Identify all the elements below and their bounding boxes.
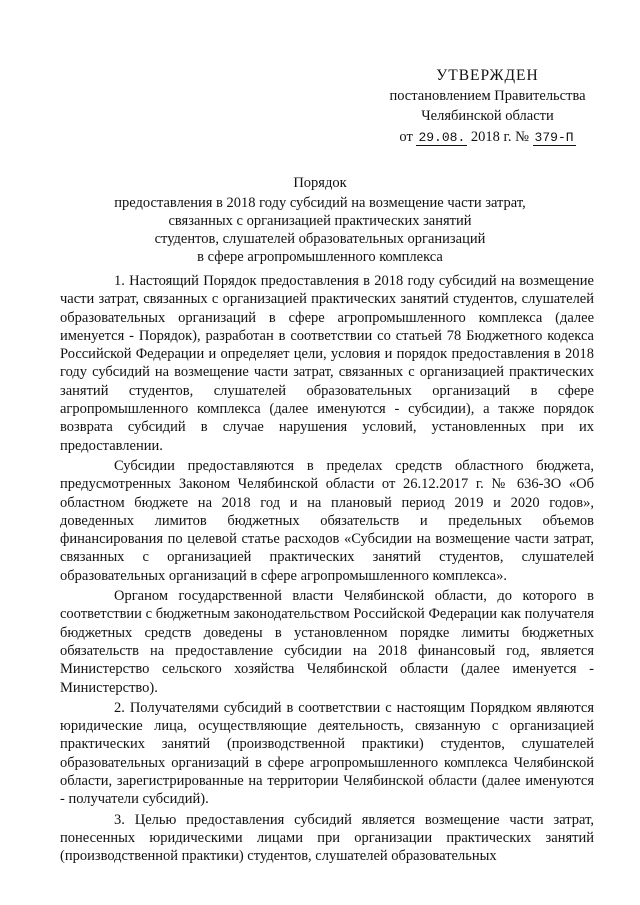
paragraph: 2. Получателями субсидий в соответствии с настоящим Порядком являются юридические лица, осуществляющие деятельность, связанную с организацией практических занятий (производственной практики) студентов, слушателей образовательных организаций в сфере агропромышленного комплекса Челябинской области, зарегистрированные на территории Челябинской области (далее именуются - получатели субсидий).: [60, 699, 594, 808]
title-line: связанных с организацией практических занятий: [168, 213, 472, 229]
document-title: [100, 174, 540, 266]
title-line: в сфере агропромышленного комплекса: [197, 249, 443, 265]
title-line: предоставления в 2018 году субсидий на возмещение части затрат,: [114, 195, 526, 211]
document-body: [60, 272, 594, 866]
paragraph: Органом государственной власти Челябинской области, до которого в соответствии с бюджетным законодательством Российской Федерации как получателя бюджетных средств доведены в установленном порядке лимиты бюджетных обязательств на предоставление субсидии на 2018 финансовый год, является Министерство сельского хозяйства Челябинской области (далее именуется - Министерство).: [60, 588, 594, 696]
paragraph: Субсидии предоставляются в пределах средств областного бюджета, предусмотренных Законом Челябинской области от 26.12.2017 г. № 636-ЗО «Об областном бюджете на 2018 год и на плановый период 2019 и 2020 годов», доведенных лимитов бюджетных обязательств и предельных объемов финансирования по целевой статье расходов «Субсидии на возмещение части затрат, связанных с организацией практических занятий студентов, слушателей образовательных организаций в сфере агропромышленного комплекса».: [60, 457, 594, 584]
approval-date-line: [380, 127, 595, 147]
approval-number: 379-П: [534, 130, 574, 145]
title-line: студентов, слушателей образовательных организаций: [154, 231, 486, 247]
paragraph: 1. Настоящий Порядок предоставления в 2018 году субсидий на возмещение части затрат, связанных с организацией практических занятий студентов, слушателей образовательных организаций в сфере агропромышленного комплекса (далее именуется - Порядок), разработан в соответствии со статьей 78 Бюджетного кодекса Российской Федерации и определяет цели, условия и порядок предоставления в 2018 году субсидий на возмещение части затрат, связанных с организацией практических занятий студентов, слушателей образовательных организаций в сфере агропромышленного комплекса (далее именуются - субсидии), а также порядок возврата субсидий в случае нарушения условий, установленных при их предоставлении.: [60, 273, 594, 454]
approval-heading: УТВЕРЖДЕН: [436, 67, 539, 84]
paragraph: 3. Целью предоставления субсидий является возмещение части затрат, понесенных юридическими лицами при организации практических занятий (производственной практики) студентов, слушателей образовательных: [60, 811, 594, 865]
approval-stamp: [380, 66, 595, 147]
approval-line-1: постановлением Правительства: [389, 88, 586, 104]
approval-year-number: 2018 г. №: [470, 129, 529, 145]
approval-from-prefix: от: [399, 129, 413, 145]
title-heading: Порядок: [293, 175, 347, 191]
approval-line-2: Челябинской области: [421, 108, 554, 124]
approval-date: 29.08.: [418, 130, 466, 145]
